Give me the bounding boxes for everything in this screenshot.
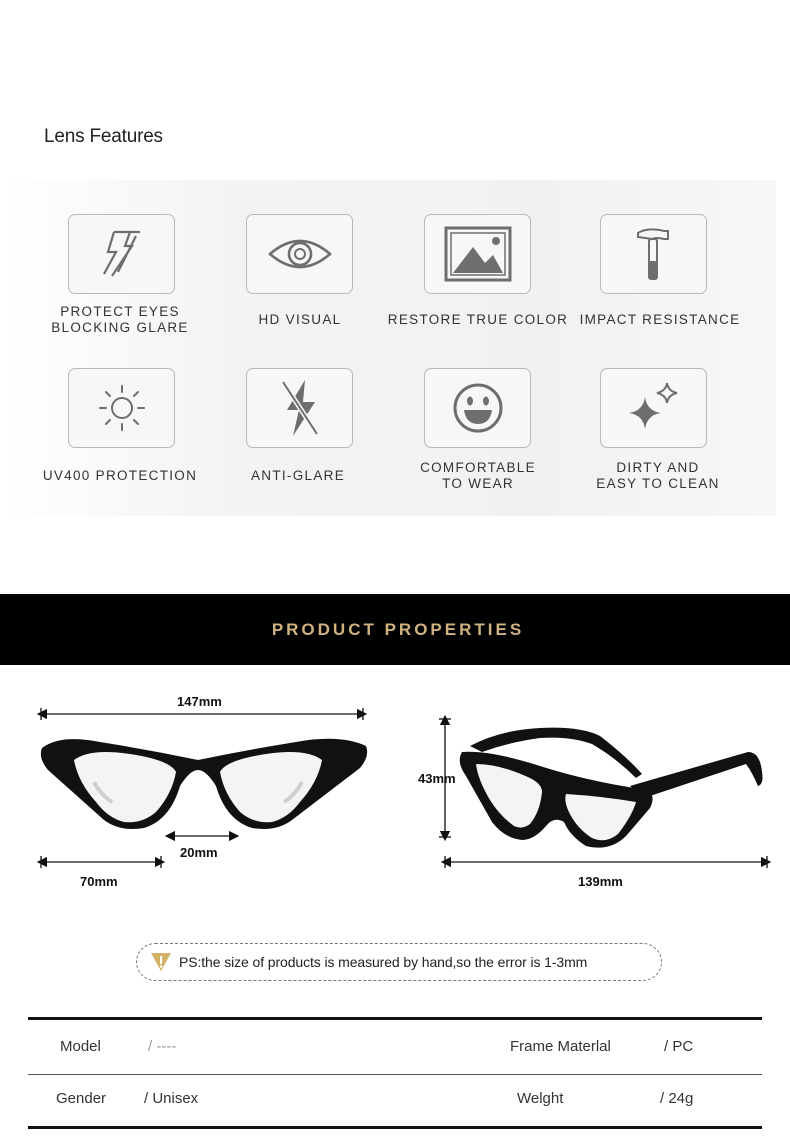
feature-card-protect-eyes [68, 214, 175, 294]
frame-material-value: / PC [664, 1038, 694, 1055]
glasses-front-frame [41, 739, 367, 829]
picture-icon [443, 225, 513, 283]
feature-label: DIRTY AND EASY TO CLEAN [596, 460, 720, 491]
table-top-rule [28, 1017, 762, 1020]
feature-card-restore-color [424, 214, 531, 294]
lens-height-label: 43mm [418, 771, 456, 786]
measurement-note-text: PS:the size of products is measured by hand,so the error is 1-3mm [179, 954, 588, 970]
smiley-icon [452, 382, 504, 434]
frame-material-label: Frame Materlal [510, 1038, 611, 1055]
feature-card-impact-resistance [600, 214, 707, 294]
feature-label: PROTECT EYES BLOCKING GLARE [51, 304, 189, 335]
measurement-note [136, 943, 662, 981]
lens-features-title: Lens Features [44, 126, 163, 147]
model-label: Model [60, 1038, 101, 1055]
temple-length-label: 139mm [578, 874, 623, 889]
product-properties-title: PRODUCT PROPERTIES [271, 620, 525, 639]
sparkle-icon [623, 377, 685, 439]
model-value: / ---- [148, 1038, 177, 1055]
feature-card-uv400 [68, 368, 175, 448]
dotted-divider [174, 139, 756, 145]
feature-card-hd-visual [246, 214, 353, 294]
lens-features-panel [0, 180, 776, 516]
warning-triangle-icon [149, 951, 173, 973]
weight-label: Welght [517, 1090, 564, 1107]
feature-card-comfortable [424, 368, 531, 448]
bridge-label: 20mm [180, 845, 218, 860]
table-middle-rule [28, 1074, 762, 1075]
feature-label: ANTI-GLARE [250, 468, 345, 483]
hammer-icon [634, 225, 674, 283]
feature-label: HD VISUAL [258, 312, 342, 327]
gender-value: / Unisex [144, 1090, 199, 1107]
lens-width-label: 70mm [80, 874, 118, 889]
anti-glare-icon [275, 376, 325, 440]
sun-icon [94, 380, 150, 436]
gender-label: Gender [56, 1090, 107, 1107]
feature-card-easy-clean [600, 368, 707, 448]
table-bottom-rule [28, 1126, 762, 1129]
eye-icon [268, 232, 332, 276]
glasses-side-frame [460, 728, 763, 848]
total-width-label: 147mm [177, 694, 222, 709]
feature-label: COMFORTABLE TO WEAR [420, 460, 536, 491]
side-view-diagram [430, 712, 775, 882]
feature-label: UV400 PROTECTION [42, 468, 198, 483]
feature-card-anti-glare [246, 368, 353, 448]
feature-label: IMPACT RESISTANCE [579, 312, 741, 327]
lightning-icon [92, 224, 152, 284]
feature-label: RESTORE TRUE COLOR [387, 312, 569, 327]
weight-value: / 24g [660, 1090, 694, 1107]
front-view-diagram [30, 690, 380, 900]
